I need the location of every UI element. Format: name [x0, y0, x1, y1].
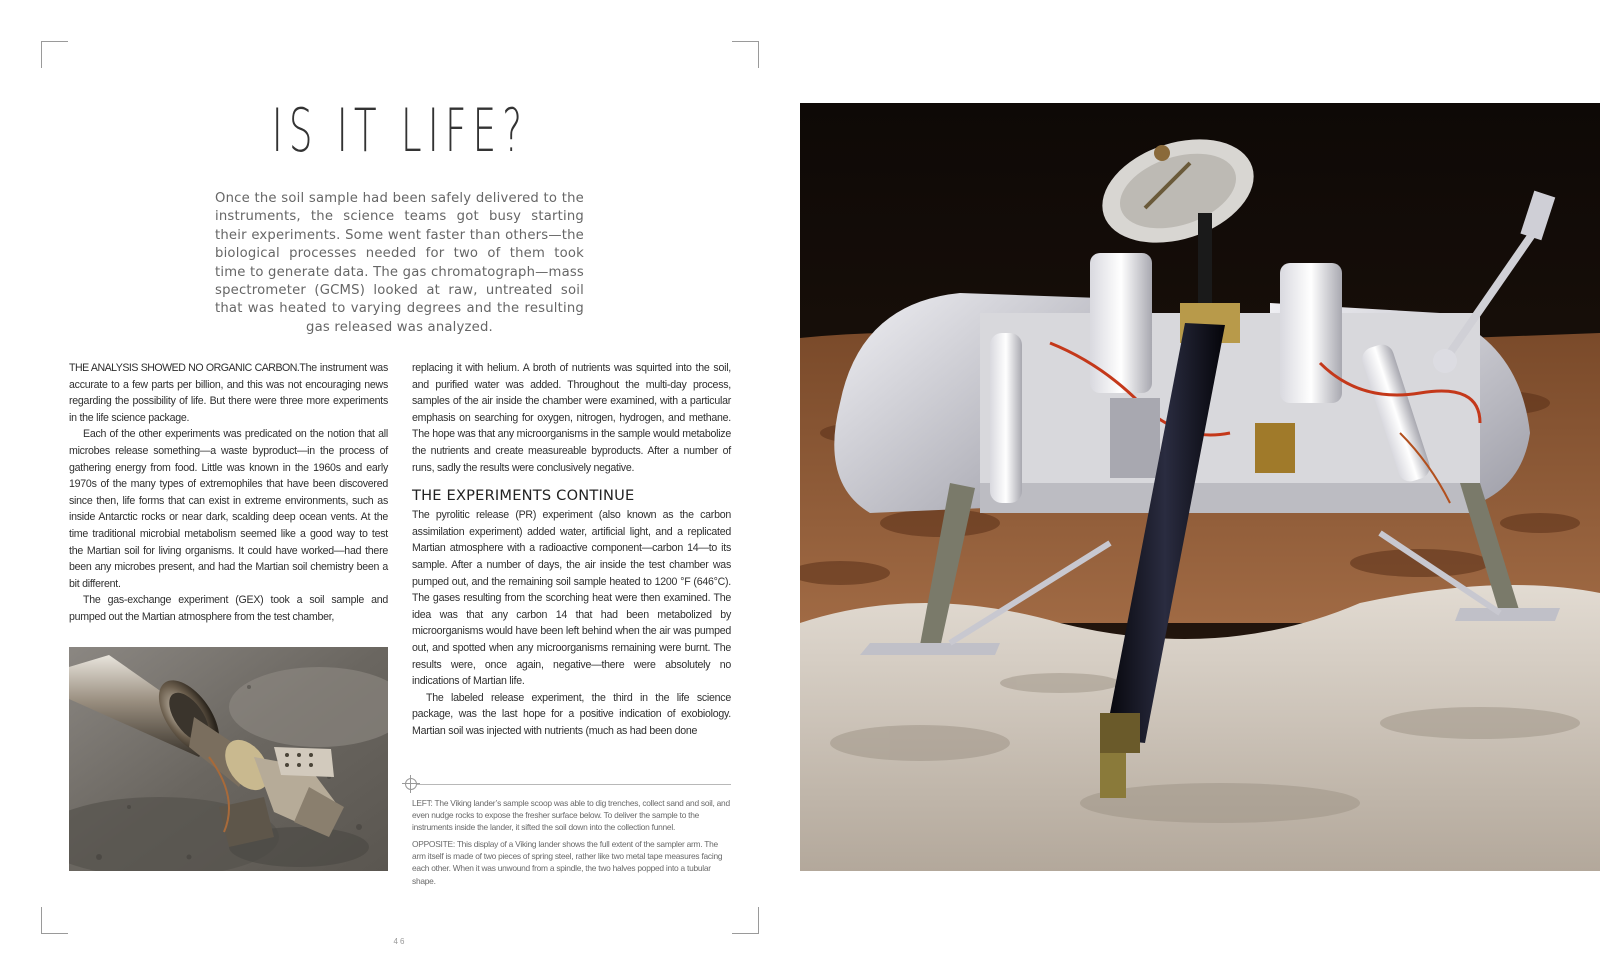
body-column-left	[69, 360, 388, 626]
body-paragraph: Each of the other experiments was predicated on the notion that all microbes release something—a waste byproduct—in the process of gathering energy from food. Little was known in the 1960s and early 1970s of the many types of extremophiles that have been discovered since then, life forms that can exist in extreme environments, such as inside Antarctic rocks or near dark, scalding deep ocean vents. At the time traditional microbial metabolism seemed like a good way to test the Martian soil for living organisms. It could have worked—had there been any microbes present, and had the Martian soil chemistry been a bit different.	[69, 428, 388, 590]
body-column-right	[412, 360, 731, 739]
crop-mark-top-left	[41, 41, 68, 68]
body-paragraph: The labeled release experiment, the third in the life science package, was the last hope for a positive indication of exobiology. Martian soil was injected with nutrients (much as had been done	[412, 691, 731, 737]
body-text: The instrument was accurate to a few parts per billion, and this was not encouraging news regarding the possibility of life. But there were three more experiments in the life science package.	[69, 362, 388, 424]
viking-lander-photo	[800, 103, 1600, 871]
caption-rule	[412, 784, 731, 785]
body-paragraph: replacing it with helium. A broth of nutrients was squirted into the soil, and purified water was added. Throughout the multi-day process, samples of the air inside the chamber were examined, with a particular emphasis on searching for oxygen, nitrogen, hydrogen, and methane. The hope was that any microorganisms in the sample would metabolize the nutrients and create measureable byproducts. After a number of runs, sadly the results were conclusively negative.	[412, 362, 731, 474]
crop-mark-top-right	[732, 41, 759, 68]
caption-opposite: OPPOSITE: This display of a Viking lander shows the full extent of the sampler arm. The arm itself is made of two pieces of spring steel, rather like two metal tape measures facing each other. When it was unwound from a spindle, the two halves popped into a tubular shape.	[412, 839, 723, 886]
sample-scoop-photo	[69, 647, 388, 871]
body-paragraph	[69, 360, 388, 426]
lead-in-caps: THE ANALYSIS SHOWED NO ORGANIC CARBON.	[69, 362, 300, 374]
body-paragraph: The gas-exchange experiment (GEX) took a soil sample and pumped out the Martian atmosphere from the test chamber,	[69, 594, 388, 623]
section-heading: THE EXPERIMENTS CONTINUE	[412, 487, 635, 505]
page-title: IS IT LIFE?	[271, 96, 529, 166]
caption-left: LEFT: The Viking lander’s sample scoop was able to dig trenches, collect sand and soil, and even nudge rocks to expose the fresher surface below. To deliver the sample to the instruments inside the lander, it sifted the soil down into the collection funnel.	[412, 798, 730, 833]
crop-mark-bottom-right	[732, 907, 759, 934]
body-paragraph: The pyrolitic release (PR) experiment (also known as the carbon assimilation experiment) added water, artificial light, and a replicated Martian atmosphere with a radioactive component—carbon 14—to its sample. After a number of days, the air inside the test chamber was pumped out, and the remaining soil sample heated to 1200 °F (646°C). The gases resulting from the scorching heat were then examined. The idea was that any carbon 14 that had been metabolized by microorganisms would have been left behind when the air was pumped out, and spotted when any microorganisms remaining were burnt. The results were, once again, negative—there were absolutely no indications of Martian life.	[412, 509, 731, 688]
page-number: 46	[393, 937, 407, 946]
crop-mark-bottom-left	[41, 907, 68, 934]
intro-paragraph: Once the soil sample had been safely delivered to the instruments, the science teams got busy starting their experiments. Some went faster than others—the biological processes needed for two of them took time to generate data. The gas chromatograph—mass spectrometer (GCMS) looked at raw, untreated soil that was heated to varying degrees and the resulting gas released was analyzed.	[215, 191, 584, 335]
crosshair-icon	[405, 778, 417, 790]
